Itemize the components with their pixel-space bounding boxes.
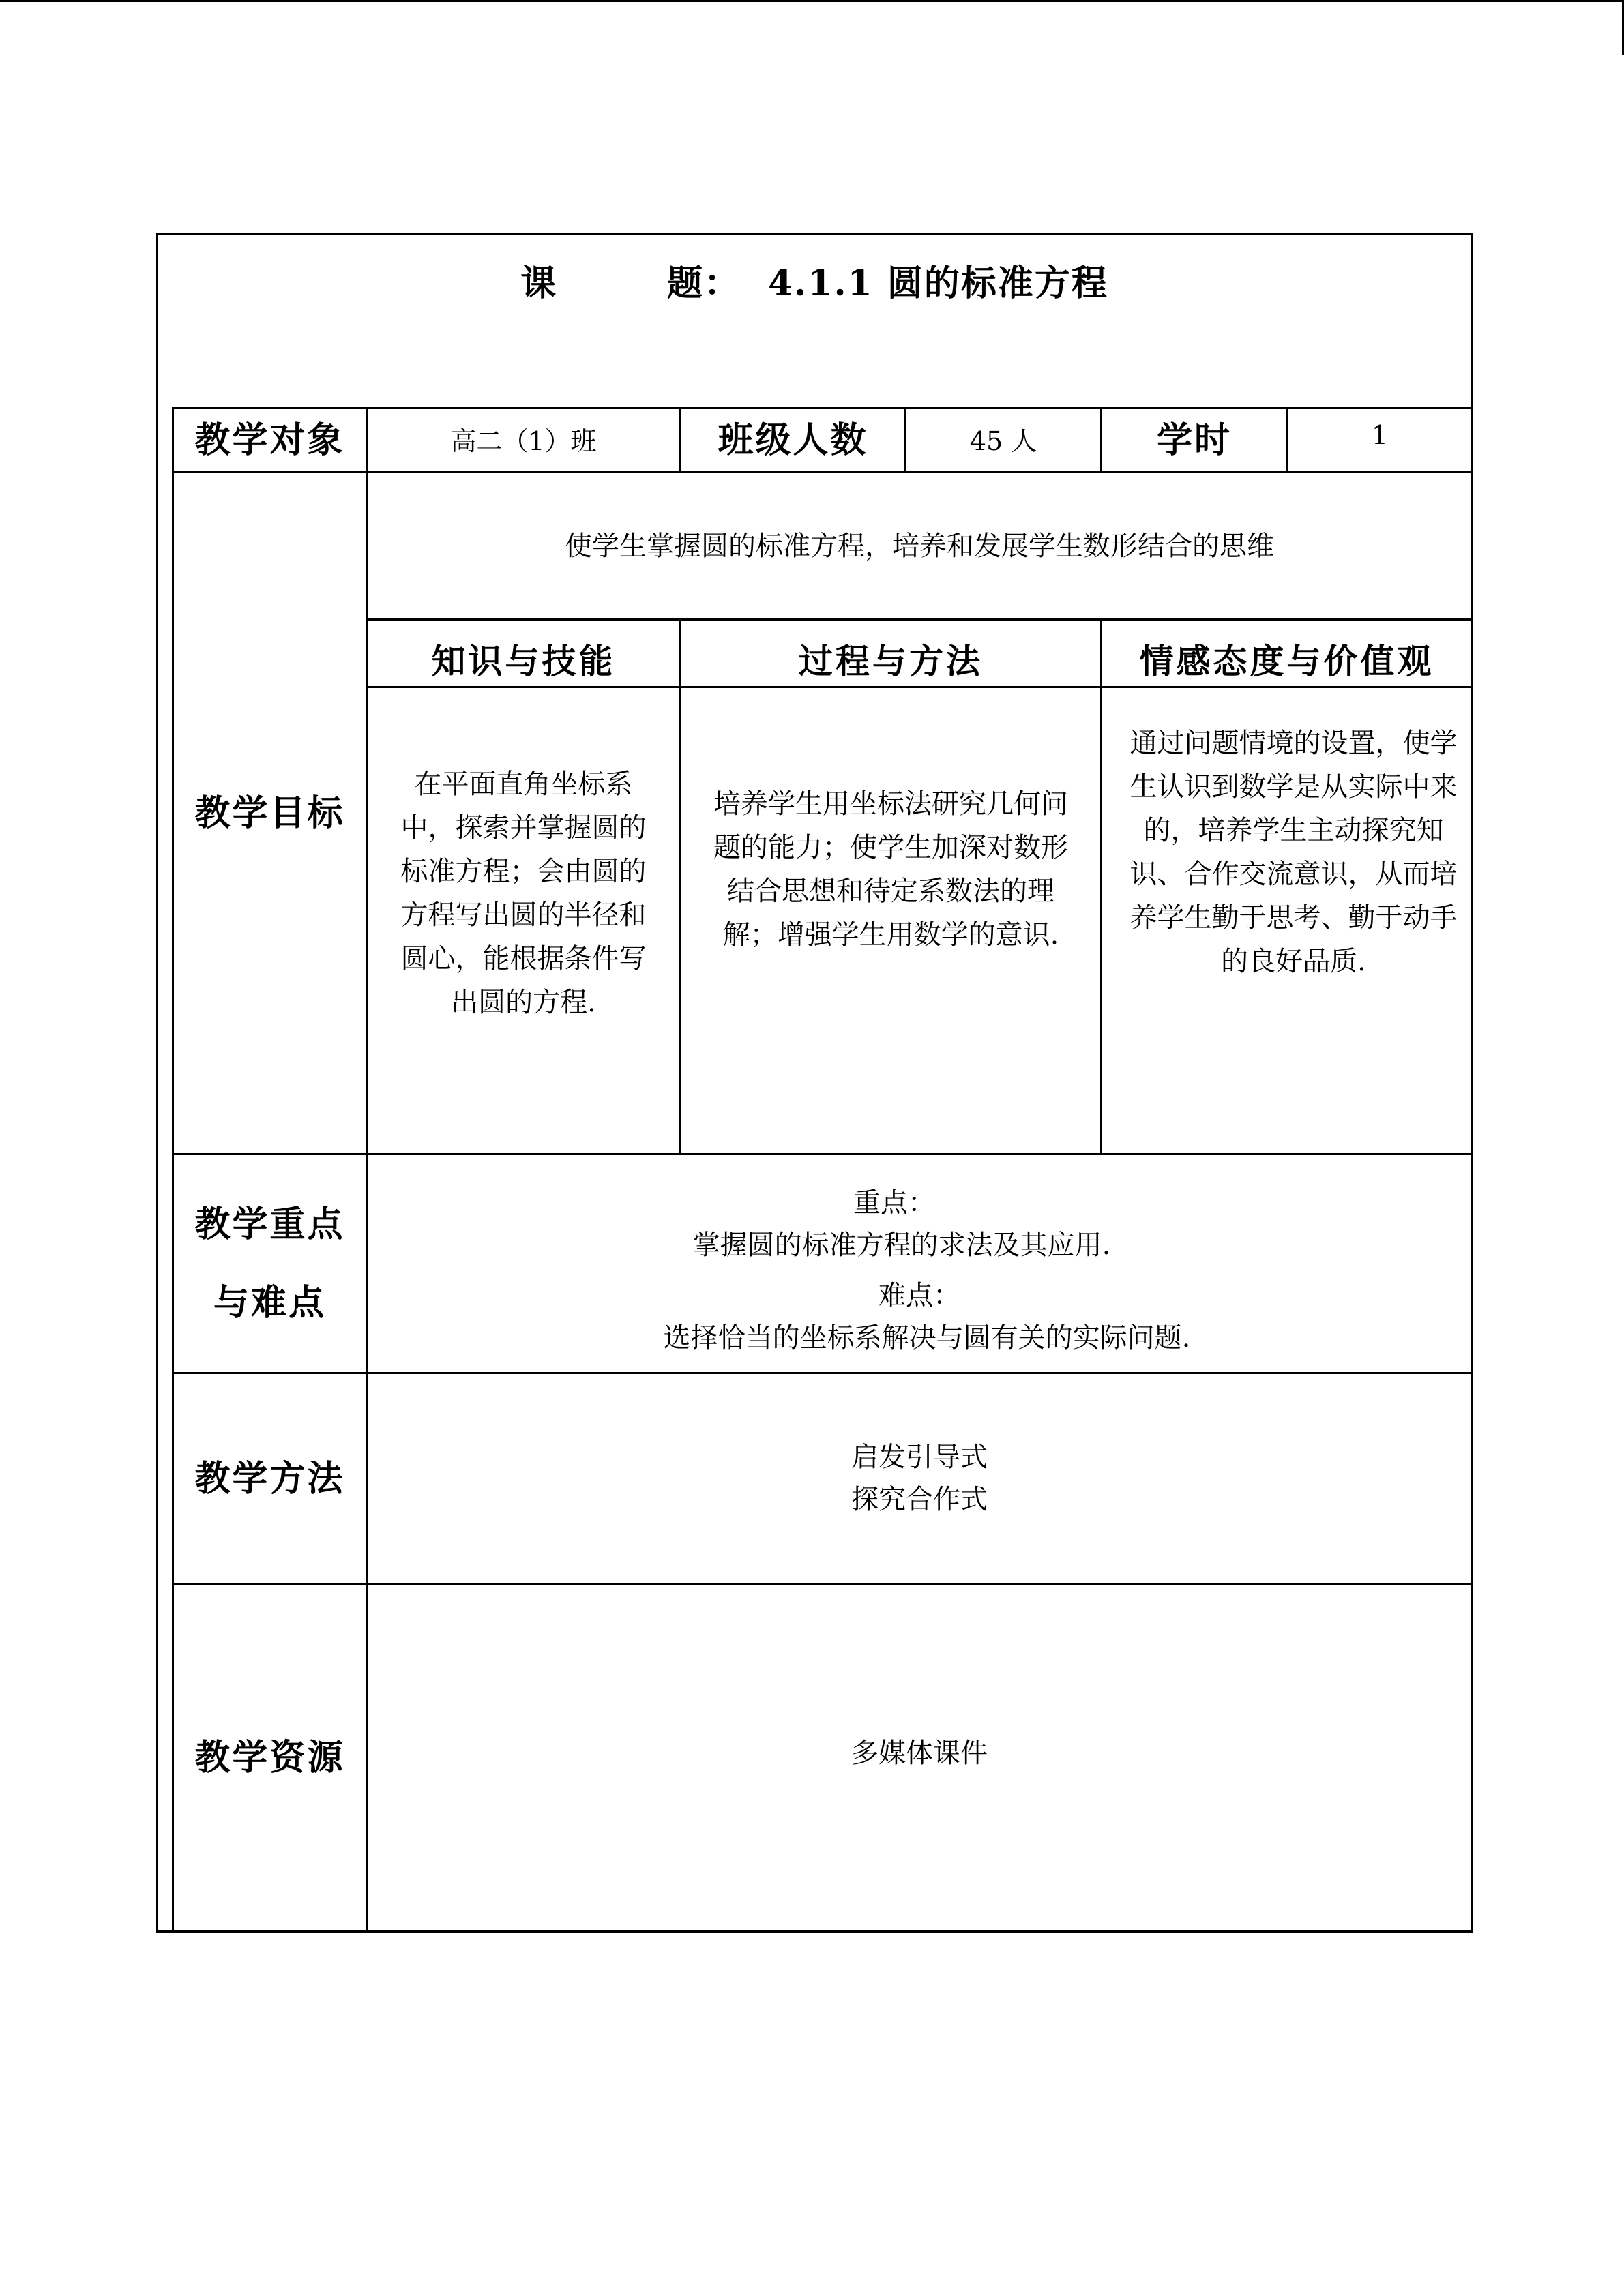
process-methods-header: 过程与方法	[799, 641, 983, 681]
hours-value: 1	[1371, 420, 1389, 450]
title-label: 课 题：	[520, 262, 741, 304]
method-label: 教学方法	[194, 1457, 345, 1500]
knowledge-skills-text: 在平面直角坐标系中，探索并掌握圆的标准方程；会由圆的方程写出圆的半径和圆心，能根据条件写出圆的方程.	[400, 769, 647, 1018]
attitudes-values-header: 情感态度与价值观	[1139, 641, 1434, 681]
class-size-value: 45 人	[969, 426, 1037, 456]
key-point-line	[678, 1182, 1111, 1266]
target-value: 高二（1）班	[450, 426, 597, 456]
objectives-label: 教学目标	[194, 792, 345, 834]
method-item: 探究合作式	[851, 1484, 988, 1515]
resources-text: 多媒体课件	[851, 1737, 988, 1769]
difficulty-text: 选择恰当的坐标系解决与圆有关的实际问题.	[663, 1322, 1191, 1354]
method-item: 启发引导式	[851, 1442, 988, 1473]
outer-frame-left	[156, 233, 158, 1933]
title-value: 4.1.1 圆的标准方程	[767, 262, 1108, 304]
outer-frame-bottom	[156, 1930, 1473, 1933]
focus-label-line1: 教学重点	[194, 1204, 345, 1245]
page-top-border	[0, 0, 1624, 2]
outer-frame-right	[1471, 233, 1473, 1933]
focus-label-line2: 与难点	[213, 1282, 326, 1324]
difficulty-line	[649, 1274, 1191, 1359]
class-size-label: 班级人数	[718, 419, 868, 461]
focus-label	[174, 1155, 366, 1372]
focus-content	[368, 1155, 1471, 1372]
hours-label: 学时	[1156, 419, 1232, 461]
key-point-text: 掌握圆的标准方程的求法及其应用.	[692, 1229, 1111, 1261]
attitudes-values-text: 通过问题情境的设置，使学生认识到数学是从实际中来的，培养学生主动探究知识、合作交流意识，从而培养学生勤于思考、勤于动手的良好品质.	[1130, 728, 1458, 977]
objectives-summary: 使学生掌握圆的标准方程，培养和发展学生数形结合的思维	[565, 530, 1274, 562]
target-label: 教学对象	[194, 419, 345, 461]
process-methods-text: 培养学生用坐标法研究几何问题的能力；使学生加深对数形结合思想和待定系数法的理解；增强学生用数学的意识.	[713, 788, 1068, 951]
difficulty-label: 难点：	[879, 1280, 960, 1311]
page-title	[158, 245, 1471, 314]
key-point-label: 重点：	[853, 1187, 935, 1219]
knowledge-skills-header: 知识与技能	[431, 641, 616, 681]
method-content	[368, 1374, 1471, 1583]
resources-label: 教学资源	[194, 1737, 345, 1778]
outer-frame-top	[156, 233, 1473, 235]
